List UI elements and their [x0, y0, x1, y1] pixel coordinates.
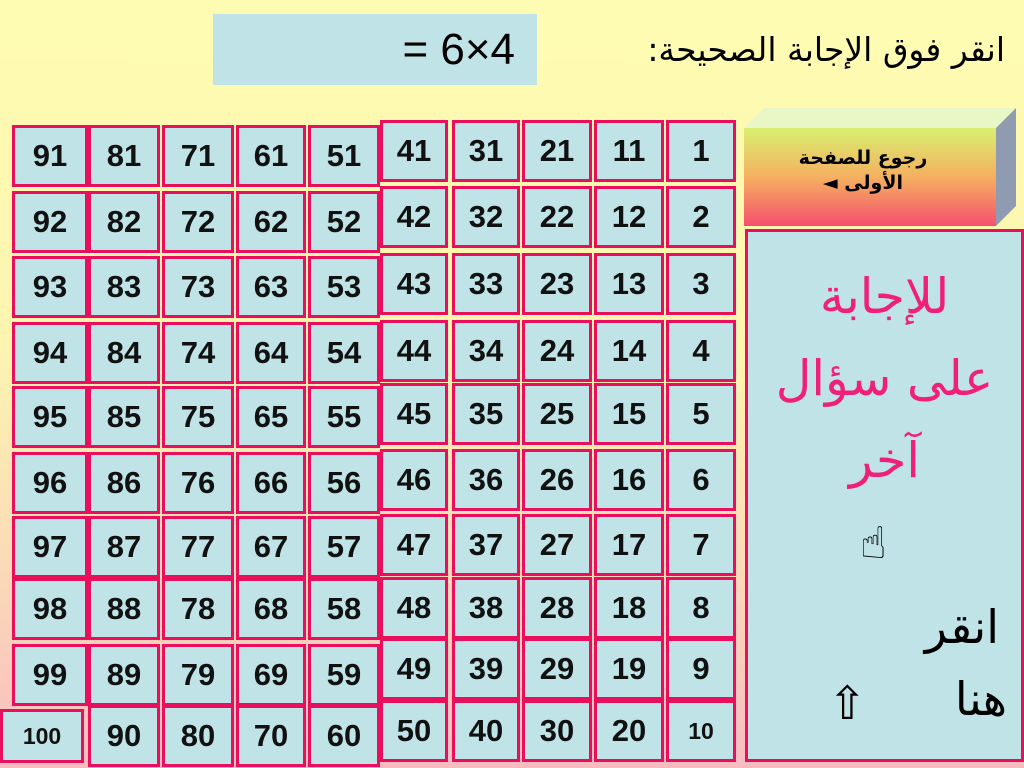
answer-option[interactable]: 87 — [88, 516, 160, 578]
answer-option[interactable]: 4 — [666, 320, 736, 382]
answer-option[interactable]: 21 — [522, 120, 592, 182]
answer-option[interactable]: 57 — [308, 516, 380, 578]
answer-option[interactable]: 56 — [308, 452, 380, 514]
answer-option[interactable]: 66 — [236, 452, 306, 514]
answer-option[interactable]: 27 — [522, 514, 592, 576]
answer-option[interactable]: 77 — [162, 516, 234, 578]
answer-option[interactable]: 63 — [236, 256, 306, 318]
answer-option[interactable]: 83 — [88, 256, 160, 318]
answer-option[interactable]: 90 — [88, 705, 160, 767]
answer-option[interactable]: 13 — [594, 253, 664, 315]
answer-option[interactable]: 36 — [452, 449, 520, 511]
answer-option[interactable]: 15 — [594, 383, 664, 445]
answer-option[interactable]: 47 — [380, 514, 448, 576]
answer-option[interactable]: 62 — [236, 191, 306, 253]
answer-option[interactable]: 75 — [162, 386, 234, 448]
answer-option[interactable]: 39 — [452, 638, 520, 700]
answer-option[interactable]: 94 — [12, 322, 88, 384]
answer-option[interactable]: 70 — [236, 705, 306, 767]
answer-option[interactable]: 8 — [666, 577, 736, 639]
answer-option[interactable]: 3 — [666, 253, 736, 315]
answer-option[interactable]: 76 — [162, 452, 234, 514]
answer-option[interactable]: 9 — [666, 638, 736, 700]
answer-option[interactable]: 34 — [452, 320, 520, 382]
here-label: هنا — [954, 672, 1007, 726]
answer-option[interactable]: 79 — [162, 644, 234, 706]
answer-option[interactable]: 71 — [162, 125, 234, 187]
answer-option[interactable]: 38 — [452, 577, 520, 639]
answer-option[interactable]: 92 — [12, 191, 88, 253]
answer-option[interactable]: 96 — [12, 452, 88, 514]
answer-option[interactable]: 97 — [12, 516, 88, 578]
instruction-text: انقر فوق الإجابة الصحيحة: — [647, 30, 1005, 69]
answer-option[interactable]: 61 — [236, 125, 306, 187]
answer-option[interactable]: 80 — [162, 705, 234, 767]
answer-option[interactable]: 24 — [522, 320, 592, 382]
answer-option[interactable]: 41 — [380, 120, 448, 182]
answer-option[interactable]: 19 — [594, 638, 664, 700]
answer-option[interactable]: 29 — [522, 638, 592, 700]
answer-option[interactable]: 49 — [380, 638, 448, 700]
answer-option[interactable]: 30 — [522, 700, 592, 762]
answer-option[interactable]: 99 — [12, 644, 88, 706]
answer-option[interactable]: 28 — [522, 577, 592, 639]
answer-option[interactable]: 67 — [236, 516, 306, 578]
answer-option[interactable]: 1 — [666, 120, 736, 182]
answer-option[interactable]: 84 — [88, 322, 160, 384]
answer-option[interactable]: 46 — [380, 449, 448, 511]
answer-option[interactable]: 69 — [236, 644, 306, 706]
answer-option[interactable]: 74 — [162, 322, 234, 384]
answer-option[interactable]: 60 — [308, 705, 380, 767]
answer-option[interactable]: 26 — [522, 449, 592, 511]
answer-option[interactable]: 23 — [522, 253, 592, 315]
answer-option[interactable]: 43 — [380, 253, 448, 315]
answer-option[interactable]: 32 — [452, 186, 520, 248]
answer-option[interactable]: 53 — [308, 256, 380, 318]
answer-option[interactable]: 25 — [522, 383, 592, 445]
next-question-panel — [745, 229, 1024, 762]
answer-option[interactable]: 100 — [0, 709, 84, 763]
answer-option[interactable]: 50 — [380, 700, 448, 762]
answer-option[interactable]: 20 — [594, 700, 664, 762]
answer-option[interactable]: 52 — [308, 191, 380, 253]
answer-option[interactable]: 64 — [236, 322, 306, 384]
answer-option[interactable]: 22 — [522, 186, 592, 248]
answer-option[interactable]: 55 — [308, 386, 380, 448]
answer-option[interactable]: 73 — [162, 256, 234, 318]
answer-option[interactable]: 37 — [452, 514, 520, 576]
pointing-hand-icon: ☝ — [860, 518, 887, 569]
answer-option[interactable]: 81 — [88, 125, 160, 187]
answer-option[interactable]: 35 — [452, 383, 520, 445]
answer-option[interactable]: 91 — [12, 125, 88, 187]
next-question-arrow-icon[interactable]: ⇧ — [828, 676, 867, 730]
answer-option[interactable]: 78 — [162, 578, 234, 640]
answer-option[interactable]: 98 — [12, 578, 88, 640]
answer-option[interactable]: 17 — [594, 514, 664, 576]
answer-option[interactable]: 6 — [666, 449, 736, 511]
answer-option[interactable]: 93 — [12, 256, 88, 318]
next-question-title: للإجابة على سؤال آخر — [775, 268, 994, 489]
answer-option[interactable]: 72 — [162, 191, 234, 253]
answer-option[interactable]: 33 — [452, 253, 520, 315]
answer-option[interactable]: 18 — [594, 577, 664, 639]
back-to-home-label: رجوع للصفحة الأولى ◄ — [798, 147, 928, 194]
answer-option[interactable]: 58 — [308, 578, 380, 640]
answer-option[interactable]: 7 — [666, 514, 736, 576]
answer-option[interactable]: 51 — [308, 125, 380, 187]
answer-option[interactable]: 11 — [594, 120, 664, 182]
answer-option[interactable]: 16 — [594, 449, 664, 511]
answer-option[interactable]: 89 — [88, 644, 160, 706]
question-expression: = 6×4 — [402, 24, 515, 74]
answer-option[interactable]: 12 — [594, 186, 664, 248]
answer-option[interactable]: 68 — [236, 578, 306, 640]
answer-option[interactable]: 88 — [88, 578, 160, 640]
answer-option[interactable]: 59 — [308, 644, 380, 706]
answer-option[interactable]: 54 — [308, 322, 380, 384]
answer-option[interactable]: 65 — [236, 386, 306, 448]
answer-option[interactable]: 40 — [452, 700, 520, 762]
answer-option[interactable]: 48 — [380, 577, 448, 639]
answer-option[interactable]: 14 — [594, 320, 664, 382]
answer-option[interactable]: 31 — [452, 120, 520, 182]
click-label: انقر — [924, 600, 999, 654]
answer-option[interactable]: 44 — [380, 320, 448, 382]
answer-option[interactable]: 85 — [88, 386, 160, 448]
answer-option[interactable]: 10 — [666, 700, 736, 762]
answer-option[interactable]: 5 — [666, 383, 736, 445]
answer-option[interactable]: 86 — [88, 452, 160, 514]
answer-option[interactable]: 82 — [88, 191, 160, 253]
answer-option[interactable]: 45 — [380, 383, 448, 445]
back-to-home-button[interactable] — [744, 108, 1016, 228]
answer-option[interactable]: 95 — [12, 386, 88, 448]
answer-option[interactable]: 42 — [380, 186, 448, 248]
answer-option[interactable]: 2 — [666, 186, 736, 248]
